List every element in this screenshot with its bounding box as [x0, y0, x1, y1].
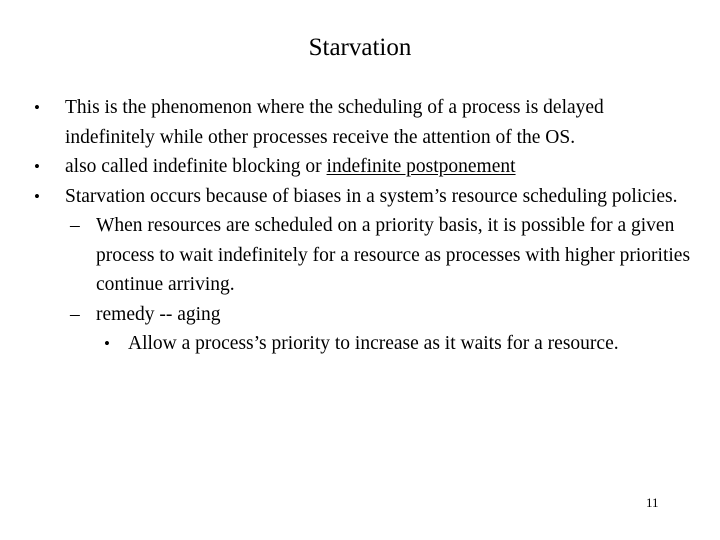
- sub-sub-bullet-item: [34, 329, 694, 359]
- bullet-item: [34, 182, 694, 212]
- sub-sub-bullet-text: Allow a process’s priority to increase as it waits for a resource.: [128, 333, 619, 354]
- bullet-item: [34, 152, 694, 182]
- bullet-marker: •: [34, 98, 40, 117]
- dash-marker: –: [70, 303, 80, 325]
- sub-bullet-item: [34, 300, 694, 330]
- bullet-text: Starvation occurs because of biases in a system’s resource scheduling policies.: [65, 185, 678, 207]
- slide-content: [34, 93, 694, 359]
- dash-marker: –: [70, 215, 80, 236]
- bullet-item: [34, 93, 694, 152]
- sub-bullet-item: [34, 211, 694, 300]
- bullet-marker: •: [34, 186, 40, 206]
- sub-bullet-text: remedy -- aging: [96, 303, 221, 325]
- page-number: 11: [646, 495, 659, 510]
- bullet-marker: •: [34, 157, 40, 176]
- bullet-text: This is the phenomenon where the scheduling of a process is delayed indefinitely while other processes receive the attention of the OS.: [65, 97, 604, 148]
- bullet-marker: •: [104, 334, 110, 353]
- bullet-text: also called indefinite blocking or: [65, 156, 327, 177]
- sub-bullet-text: When resources are scheduled on a priority basis, it is possible for a given process to wait indefinitely for a resource as processes with higher priorities continue arriving.: [96, 215, 691, 295]
- underlined-term: indefinite postponement: [326, 156, 516, 177]
- slide-title: Starvation: [308, 34, 412, 61]
